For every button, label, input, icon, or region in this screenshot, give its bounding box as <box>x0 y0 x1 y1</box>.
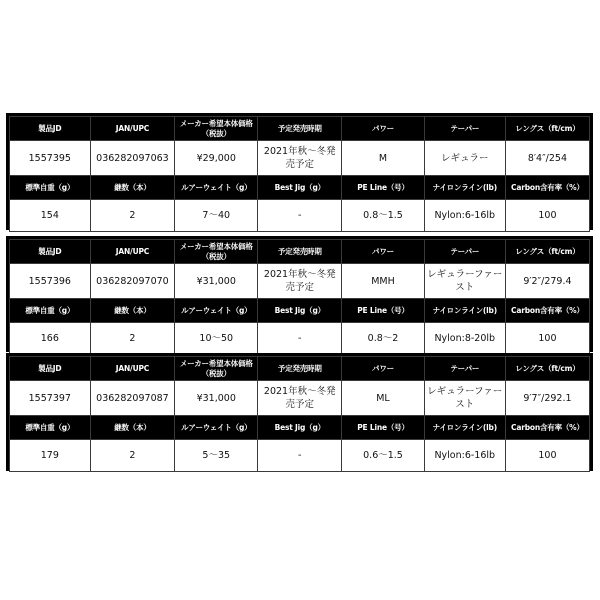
value-cell: 100 <box>505 323 589 355</box>
header-cell: ナイロンライン(lb) <box>424 299 505 323</box>
value-cell: Nylon:6-16lb <box>424 440 505 472</box>
header-cell: 標準自重（g） <box>10 299 91 323</box>
header-cell: 予定発売時期 <box>258 357 342 381</box>
header-cell: ルアーウェイト（g） <box>175 299 258 323</box>
value-cell: ML <box>342 381 424 416</box>
value-cell: 179 <box>10 440 91 472</box>
spec-table-block <box>6 353 593 471</box>
value-cell: Nylon:8-20lb <box>424 323 505 355</box>
table-row <box>10 200 590 232</box>
value-cell: ¥29,000 <box>175 141 258 176</box>
header-cell: 継数（本） <box>90 176 175 200</box>
value-cell: - <box>258 323 342 355</box>
value-cell: レギュラーファースト <box>424 381 505 416</box>
header-cell: レングス（ft/cm） <box>505 240 589 264</box>
header-cell: 継数（本） <box>90 416 175 440</box>
header-row <box>10 240 590 264</box>
header-cell: メーカー希望本体価格（税抜） <box>175 357 258 381</box>
value-cell: 10〜50 <box>175 323 258 355</box>
spec-table <box>9 356 590 472</box>
header-cell: メーカー希望本体価格（税抜） <box>175 240 258 264</box>
header-cell: Carbon含有率（%） <box>505 416 589 440</box>
value-cell: 2021年秋〜冬発売予定 <box>258 141 342 176</box>
header-cell: Carbon含有率（%） <box>505 176 589 200</box>
header-cell: PE Line（号） <box>342 299 424 323</box>
value-cell: 036282097063 <box>90 141 175 176</box>
value-cell: 100 <box>505 200 589 232</box>
header-cell: パワー <box>342 357 424 381</box>
header-row <box>10 299 590 323</box>
value-cell: - <box>258 200 342 232</box>
spec-table <box>9 116 590 232</box>
header-cell: パワー <box>342 240 424 264</box>
value-cell: 2 <box>90 323 175 355</box>
value-cell: 0.8〜1.5 <box>342 200 424 232</box>
header-cell: ルアーウェイト（g） <box>175 176 258 200</box>
header-cell: PE Line（号） <box>342 176 424 200</box>
value-cell: 1557397 <box>10 381 91 416</box>
header-cell: 標準自重（g） <box>10 416 91 440</box>
header-row <box>10 117 590 141</box>
value-cell: ¥31,000 <box>175 381 258 416</box>
header-cell: Best Jig（g） <box>258 416 342 440</box>
header-cell: PE Line（号） <box>342 416 424 440</box>
header-cell: 継数（本） <box>90 299 175 323</box>
header-cell: ルアーウェイト（g） <box>175 416 258 440</box>
header-cell: 予定発売時期 <box>258 240 342 264</box>
value-cell: M <box>342 141 424 176</box>
header-cell: JAN/UPC <box>90 117 175 141</box>
header-cell: テーパー <box>424 240 505 264</box>
value-cell: 1557395 <box>10 141 91 176</box>
value-cell: 8′4″/254 <box>505 141 589 176</box>
header-row <box>10 416 590 440</box>
value-cell: ¥31,000 <box>175 264 258 299</box>
header-cell: Carbon含有率（%） <box>505 299 589 323</box>
header-cell: 標準自重（g） <box>10 176 91 200</box>
header-cell: ナイロンライン(lb) <box>424 416 505 440</box>
spec-table-block <box>6 236 593 352</box>
value-cell: 9′2″/279.4 <box>505 264 589 299</box>
value-cell: 166 <box>10 323 91 355</box>
value-cell: 036282097070 <box>90 264 175 299</box>
value-cell: 154 <box>10 200 91 232</box>
header-cell: パワー <box>342 117 424 141</box>
table-row <box>10 264 590 299</box>
value-cell: Nylon:6-16lb <box>424 200 505 232</box>
header-cell: メーカー希望本体価格（税抜） <box>175 117 258 141</box>
spec-table-block <box>6 113 593 230</box>
header-cell: 予定発売時期 <box>258 117 342 141</box>
value-cell: 0.8〜2 <box>342 323 424 355</box>
value-cell: 0.6〜1.5 <box>342 440 424 472</box>
spec-table <box>9 239 590 355</box>
value-cell: MMH <box>342 264 424 299</box>
header-cell: Best Jig（g） <box>258 176 342 200</box>
value-cell: 2 <box>90 440 175 472</box>
value-cell: 100 <box>505 440 589 472</box>
value-cell: 5〜35 <box>175 440 258 472</box>
value-cell: 1557396 <box>10 264 91 299</box>
value-cell: レギュラー <box>424 141 505 176</box>
header-row <box>10 176 590 200</box>
value-cell: 2021年秋〜冬発売予定 <box>258 381 342 416</box>
header-cell: ナイロンライン(lb) <box>424 176 505 200</box>
header-cell: 製品JD <box>10 117 91 141</box>
header-cell: JAN/UPC <box>90 240 175 264</box>
value-cell: - <box>258 440 342 472</box>
header-cell: JAN/UPC <box>90 357 175 381</box>
table-row <box>10 440 590 472</box>
value-cell: 9′7″/292.1 <box>505 381 589 416</box>
value-cell: 2021年秋〜冬発売予定 <box>258 264 342 299</box>
value-cell: 7〜40 <box>175 200 258 232</box>
table-row <box>10 323 590 355</box>
header-row <box>10 357 590 381</box>
value-cell: レギュラーファースト <box>424 264 505 299</box>
value-cell: 036282097087 <box>90 381 175 416</box>
header-cell: テーパー <box>424 117 505 141</box>
header-cell: レングス（ft/cm） <box>505 357 589 381</box>
header-cell: レングス（ft/cm） <box>505 117 589 141</box>
table-row <box>10 381 590 416</box>
table-row <box>10 141 590 176</box>
header-cell: 製品JD <box>10 357 91 381</box>
header-cell: テーパー <box>424 357 505 381</box>
value-cell: 2 <box>90 200 175 232</box>
header-cell: 製品JD <box>10 240 91 264</box>
header-cell: Best Jig（g） <box>258 299 342 323</box>
